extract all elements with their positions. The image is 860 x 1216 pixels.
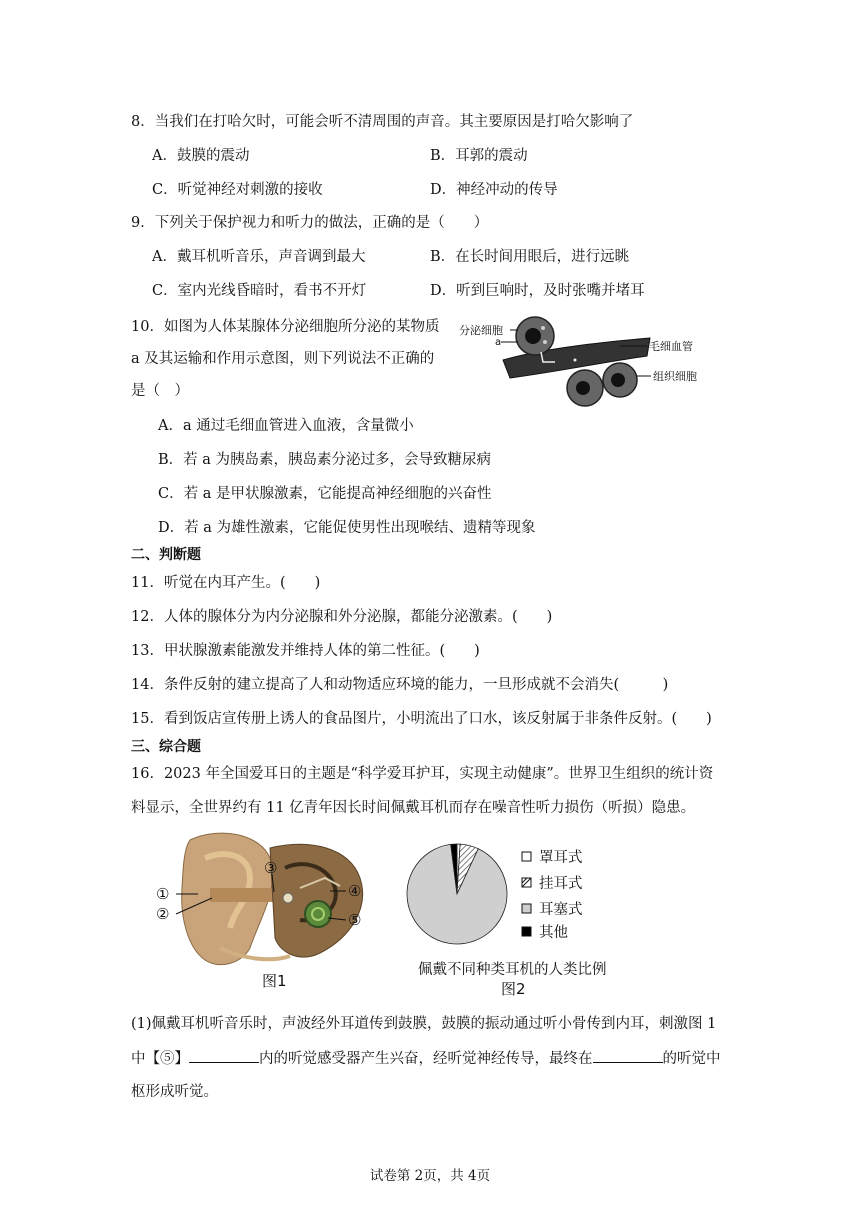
q8-option-b: B．耳郭的震动: [430, 148, 528, 164]
q16-sub1-line2-part-b: 内的听觉感受器产生兴奋，经听觉神经传导，最终在: [259, 1051, 593, 1067]
answer-blank-2[interactable]: [593, 1048, 663, 1063]
fig1-label-5: ⑤: [348, 911, 362, 929]
q9-stem: 9．下列关于保护视力和听力的做法，正确的是（ ）: [131, 215, 489, 231]
q10-stem-line3: 是（ ）: [131, 383, 189, 399]
fig1-label-2: ②: [156, 905, 170, 923]
legend-swatch-other: [522, 927, 531, 936]
q9-option-a: A．戴耳机听音乐，声音调到最大: [152, 249, 366, 265]
q11: 11．听觉在内耳产生。( ): [131, 575, 321, 591]
q9-option-d: D．听到巨响时，及时张嘴并堵耳: [430, 283, 645, 299]
page-footer: 试卷第 2页，共 4页: [369, 1168, 491, 1184]
ear-anatomy-figure: [150, 828, 380, 990]
legend-label-ear-hook: 挂耳式: [539, 876, 583, 892]
q16-sub1-line2-part-c: 的听觉中: [662, 1051, 721, 1067]
section-3-title: 三、综合题: [131, 739, 201, 755]
fig2-caption: 图2: [501, 980, 526, 998]
q10-option-d: D．若 a 为雄性激素，它能促使男性出现喉结、遗精等现象: [158, 520, 536, 536]
q8-option-c: C．听觉神经对刺激的接收: [152, 182, 323, 198]
q16-line1: 16．2023 年全国爱耳日的主题是“科学爱耳护耳，实现主动健康”。世界卫生组织的统计资: [131, 766, 714, 782]
pie-chart-title: 佩戴不同种类耳机的人类比例: [418, 962, 607, 978]
legend-label-other: 其他: [539, 925, 568, 941]
q12: 12．人体的腺体分为内分泌腺和外分泌腺，都能分泌激素。( ): [131, 609, 553, 625]
headphone-type-pie-chart: [405, 838, 665, 998]
q8-option-d: D．神经冲动的传导: [430, 182, 558, 198]
label-secretory-cell: 分泌细胞: [459, 324, 503, 337]
gland-transport-figure: [455, 312, 735, 418]
q16-sub1-line1: (1)佩戴耳机听音乐时，声波经外耳道传到鼓膜，鼓膜的振动通过听小骨传到内耳，刺激图 1: [131, 1016, 717, 1032]
q8-option-a: A．鼓膜的震动: [152, 148, 250, 164]
q10-option-c: C．若 a 是甲状腺激素，它能提高神经细胞的兴奋性: [158, 486, 492, 502]
fig1-caption: 图1: [262, 972, 287, 990]
section-2-title: 二、判断题: [131, 547, 201, 563]
q8-stem: 8．当我们在打哈欠时，可能会听不清周围的声音。其主要原因是打哈欠影响了: [131, 114, 634, 130]
pie-legend: [522, 849, 583, 941]
fig1-label-3: ③: [264, 859, 278, 877]
legend-swatch-in-ear: [522, 904, 531, 913]
q16-sub1-line2: [131, 1048, 721, 1069]
q9-option-b: B．在长时间用眼后，进行远眺: [430, 249, 630, 265]
q10-option-a: A．a 通过毛细血管进入血液，含量微小: [158, 418, 414, 434]
q14: 14．条件反射的建立提高了人和动物适应环境的能力，一旦形成就不会消失( ): [131, 677, 669, 693]
q10-stem-line1: 10．如图为人体某腺体分泌细胞所分泌的某物质: [131, 319, 440, 335]
q15: 15．看到饭店宣传册上诱人的食品图片，小明流出了口水，该反射属于非条件反射。( ): [131, 711, 712, 727]
q9-option-c: C．室内光线昏暗时，看书不开灯: [152, 283, 367, 299]
q13: 13．甲状腺激素能激发并维持人体的第二性征。( ): [131, 643, 480, 659]
answer-blank-1[interactable]: [189, 1048, 259, 1063]
fig1-label-1: ①: [156, 885, 170, 903]
q16-sub1-line3: 枢形成听觉。: [131, 1084, 218, 1100]
q16-sub1-line2-part-a: 中【⑤】: [131, 1051, 189, 1067]
q10-option-b: B．若 a 为胰岛素，胰岛素分泌过多，会导致糖尿病: [158, 452, 492, 468]
label-tissue-cell: 组织细胞: [653, 370, 697, 383]
fig1-label-4: ④: [348, 882, 362, 900]
q10-stem-line2: a 及其运输和作用示意图，则下列说法不正确的: [131, 351, 435, 367]
legend-label-over-ear: 罩耳式: [539, 850, 583, 866]
legend-label-in-ear: 耳塞式: [539, 902, 583, 918]
label-capillary: 毛细血管: [649, 340, 693, 353]
label-a: a: [495, 337, 502, 348]
q16-line2: 料显示，全世界约有 11 亿青年因长时间佩戴耳机而存在噪音性听力损伤（听损）隐患。: [131, 800, 696, 816]
legend-swatch-over-ear: [522, 852, 531, 861]
